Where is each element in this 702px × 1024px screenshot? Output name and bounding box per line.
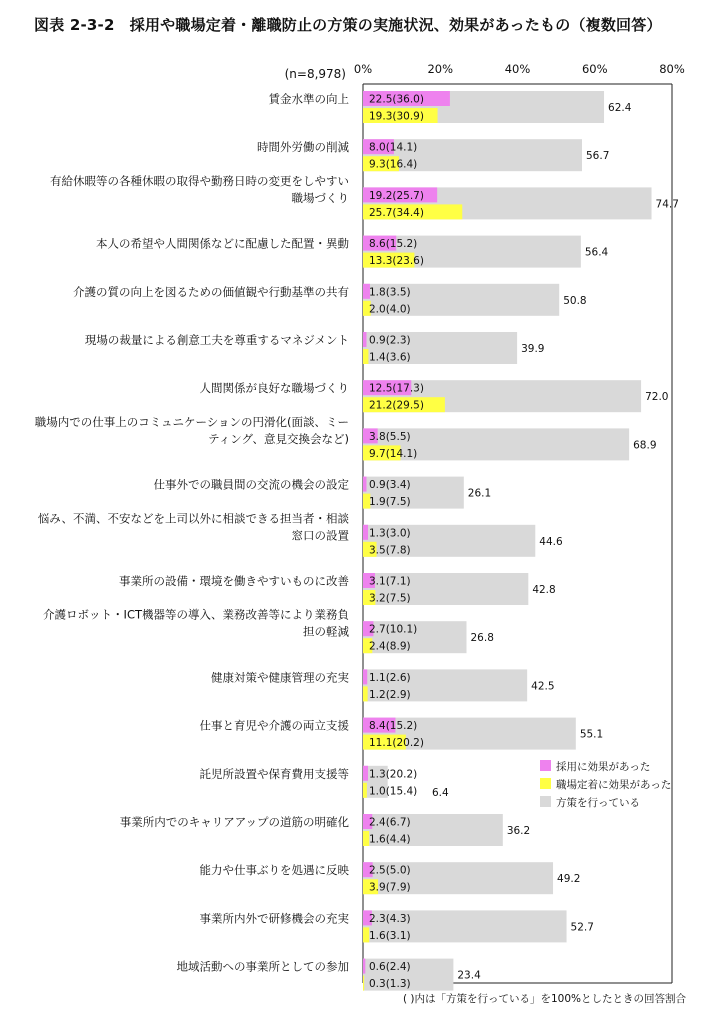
- bar-implemented-label: 62.4: [608, 102, 632, 114]
- bar-implemented-label: 36.2: [506, 825, 531, 837]
- category-label: 悩み、不満、不安などを上司以外に相談できる担当者・相談: [37, 511, 349, 526]
- category-label: 人間関係が良好な職場づくり: [199, 381, 349, 396]
- bar-retain: [363, 686, 368, 701]
- category-label: 事業所内でのキャリアアップの道筋の明確化: [119, 815, 349, 829]
- bar-retain-label: 3.9(7.9): [369, 881, 411, 894]
- bar-retain-label: 1.0(15.4): [369, 785, 418, 798]
- category-label: 有給休暇等の各種休暇の取得や勤務日時の変更をしやすい: [50, 173, 349, 188]
- bar-retain-label: 1.6(3.1): [369, 929, 411, 942]
- bar-retain-label: 9.3(16.4): [369, 158, 418, 171]
- bar-implemented-label: 42.5: [531, 680, 555, 693]
- category-label: 介護ロボット・ICT機器等の導入、業務改善等により業務負: [43, 607, 349, 622]
- x-tick-label: 20%: [427, 62, 454, 76]
- bar-implemented-label: 26.8: [470, 632, 494, 645]
- bar-retain-label: 11.1(20.2): [369, 737, 424, 750]
- bar-retain: [363, 349, 368, 364]
- bar-retain-label: 19.3(30.9): [369, 110, 424, 123]
- category-label: 健康対策や健康管理の充実: [211, 670, 349, 685]
- bar-retain-label: 21.2(29.5): [369, 399, 424, 412]
- bar-recruit: [363, 669, 367, 684]
- legend: [540, 760, 671, 809]
- bar-retain-label: 1.9(7.5): [369, 496, 411, 509]
- bar-retain-label: 2.4(8.9): [369, 640, 411, 653]
- category-label: 仕事と育児や介護の両立支援: [199, 718, 349, 733]
- x-tick-label: 40%: [504, 62, 531, 76]
- bar-implemented-label: 72.0: [645, 391, 669, 404]
- bar-recruit-label: 0.6(2.4): [369, 961, 411, 974]
- bar-retain-label: 3.2(7.5): [369, 592, 411, 605]
- bar-implemented-label: 55.1: [579, 728, 604, 741]
- bar-implemented-label: 56.7: [586, 150, 610, 163]
- legend-swatch-recruit: [540, 760, 551, 771]
- bar-retain-label: 1.2(2.9): [369, 688, 411, 701]
- legend-swatch-implemented: [540, 796, 551, 807]
- x-tick-label: 60%: [581, 62, 608, 76]
- category-label: 仕事外での職員間の交流の機会の設定: [153, 477, 349, 492]
- category-label: 介護の質の向上を図るための価値観や行動基準の共有: [73, 284, 349, 299]
- bar-implemented-label: 6.4: [432, 786, 449, 799]
- bar-implemented-label: 56.4: [584, 246, 609, 259]
- category-label: 職場内での仕事上のコミュニケーションの円滑化(面談、ミー: [34, 414, 349, 429]
- bar-retain-label: 9.7(14.1): [369, 447, 418, 460]
- category-label: 窓口の設置: [291, 528, 349, 543]
- legend-label-retain: 職場定着に効果があった: [556, 779, 672, 791]
- bar-recruit-label: 3.8(5.5): [369, 430, 411, 443]
- bar-recruit: [363, 477, 366, 492]
- bar-recruit-label: 1.3(3.0): [369, 527, 411, 540]
- bar-recruit-label: 2.5(5.0): [369, 864, 411, 877]
- bar-retain-label: 0.3(1.3): [369, 978, 411, 991]
- bar-implemented-label: 50.8: [563, 294, 587, 307]
- bar-retain-label: 25.7(34.4): [369, 206, 424, 219]
- legend-swatch-retain: [540, 778, 551, 789]
- bar-recruit: [363, 332, 366, 347]
- bar-recruit-label: 1.3(20.2): [369, 768, 418, 781]
- bar-recruit-label: 3.1(7.1): [369, 575, 411, 588]
- legend-label-implemented: 方策を行っている: [556, 797, 640, 809]
- bar-recruit-label: 19.2(25.7): [369, 189, 424, 202]
- bar-recruit-label: 0.9(3.4): [369, 479, 411, 492]
- bar-recruit: [363, 766, 368, 781]
- bar-recruit-label: 0.9(2.3): [369, 334, 411, 347]
- labels-layer: [35, 92, 679, 990]
- category-label: 事業所の設備・環境を働きやすいものに改善: [119, 574, 349, 588]
- bar-implemented-label: 52.7: [570, 921, 594, 934]
- bar-recruit-label: 22.5(36.0): [369, 93, 424, 106]
- category-label: 担の軽減: [303, 624, 349, 639]
- bar-recruit: [363, 525, 368, 540]
- chart-title: 図表 2-3-2 採用や職場定着・離職防止の方策の実施状況、効果があったもの（複数回答）: [34, 16, 662, 34]
- x-tick-label: 80%: [659, 62, 685, 76]
- bar-recruit-label: 2.4(6.7): [369, 816, 411, 829]
- legend-label-recruit: 採用に効果があった: [556, 761, 651, 773]
- bar-implemented-label: 26.1: [467, 487, 492, 500]
- bar-recruit: [363, 959, 365, 974]
- category-label: 託児所設置や保育費用支援等: [199, 766, 349, 781]
- bar-implemented-label: 23.4: [457, 969, 481, 982]
- bar-recruit-label: 2.7(10.1): [369, 623, 418, 636]
- bar-retain: [363, 783, 367, 798]
- category-label: 時間外労働の削減: [257, 140, 349, 155]
- bar-retain-label: 1.6(4.4): [369, 833, 411, 846]
- bar-implemented-label: 49.2: [557, 873, 581, 886]
- sample-size-label: (n=8,978): [284, 67, 346, 81]
- bar-recruit-label: 8.4(15.2): [369, 720, 418, 733]
- bar-recruit-label: 8.6(15.2): [369, 238, 418, 251]
- bar-retain-label: 3.5(7.8): [369, 544, 411, 557]
- category-label: 現場の裁量による創意工夫を尊重するマネジメント: [84, 333, 349, 347]
- bar-recruit-label: 1.8(3.5): [369, 286, 411, 299]
- category-label: 事業所内外で研修機会の充実: [199, 911, 349, 926]
- bar-retain-label: 13.3(23.6): [369, 255, 424, 268]
- bar-implemented-label: 68.9: [633, 439, 657, 452]
- category-label: 職場づくり: [291, 190, 349, 205]
- category-label: 本人の希望や人間関係などに配慮した配置・異動: [96, 236, 349, 251]
- bar-implemented-label: 39.9: [521, 343, 545, 355]
- category-label: 地域活動への事業所としての参加: [176, 959, 349, 974]
- category-label: ティング、意見交換会など): [208, 431, 349, 446]
- bar-recruit-label: 8.0(14.1): [369, 141, 418, 154]
- bar-recruit-label: 2.3(4.3): [369, 912, 411, 925]
- bar-retain-label: 1.4(3.6): [369, 351, 411, 364]
- x-tick-label: 0%: [353, 62, 373, 76]
- bar-retain-label: 2.0(4.0): [369, 303, 411, 316]
- category-label: 能力や仕事ぶりを処遇に反映: [199, 863, 349, 878]
- bar-implemented-label: 44.6: [539, 535, 563, 548]
- footnote: ( )内は「方策を行っている」を100%としたときの回答割合: [402, 993, 686, 1005]
- bar-retain: [363, 976, 364, 991]
- bar-recruit-label: 12.5(17.3): [369, 382, 424, 395]
- category-label: 賃金水準の向上: [268, 92, 349, 106]
- bar-implemented-label: 74.7: [655, 198, 679, 211]
- bar-implemented-label: 42.8: [532, 584, 556, 596]
- bar-recruit-label: 1.1(2.6): [369, 671, 411, 684]
- bars-layer: [363, 91, 652, 991]
